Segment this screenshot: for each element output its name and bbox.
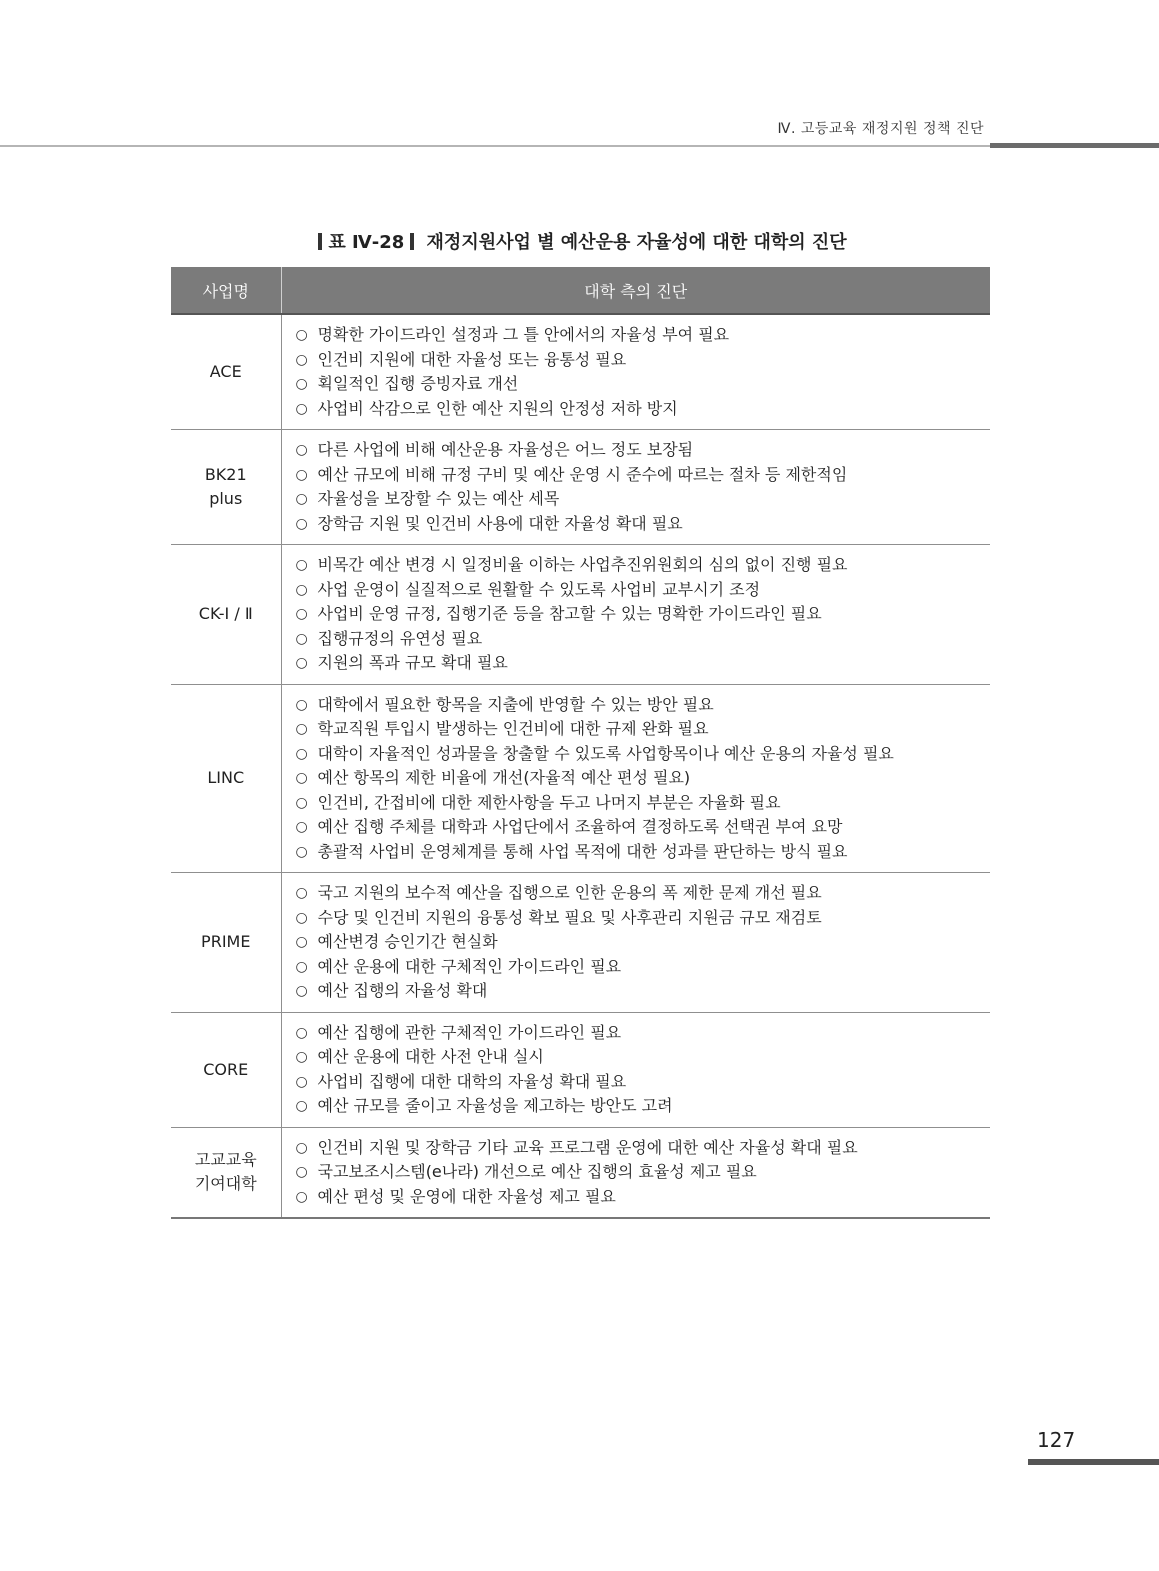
bullet-circle-icon: ○ <box>295 1024 308 1041</box>
caption-title: 재정지원사업 별 예산운용 자율성에 대한 대학의 진단 <box>426 232 847 253</box>
column-header-program: 사업명 <box>171 267 281 314</box>
footer-rule <box>1028 1459 1159 1465</box>
diagnosis-text: 예산 규모에 비해 규정 구비 및 예산 운영 시 준수에 따르는 절차 등 제한적임 <box>317 464 848 484</box>
table-row <box>171 1012 990 1127</box>
list-item <box>296 512 991 537</box>
diagnosis-text: 예산 집행에 관한 구체적인 가이드라인 필요 <box>317 1022 622 1042</box>
program-name-cell <box>171 545 281 685</box>
diagnosis-table <box>171 267 990 1219</box>
table-body <box>171 314 990 1218</box>
diagnosis-text: 인건비 지원에 대한 자율성 또는 융통성 필요 <box>317 349 627 369</box>
program-name: CK-Ⅰ / Ⅱ <box>198 604 253 624</box>
list-item <box>296 1160 991 1185</box>
diagnosis-text: 학교직원 투입시 발생하는 인건비에 대한 규제 완화 필요 <box>317 719 709 738</box>
diagnosis-text: 예산 운용에 대한 구체적인 가이드라인 필요 <box>317 956 622 976</box>
diagnosis-text: 명확한 가이드라인 설정과 그 틀 안에서의 자율성 부여 필요 <box>317 325 730 344</box>
table-header-row <box>171 267 990 314</box>
bullet-circle-icon: ○ <box>295 1164 308 1180</box>
caption-mark-left <box>318 233 322 250</box>
list-item <box>296 979 991 1004</box>
bullet-circle-icon: ○ <box>295 327 308 343</box>
table-row <box>171 314 990 430</box>
bullet-circle-icon: ○ <box>295 909 308 926</box>
bullet-circle-icon: ○ <box>295 1139 308 1156</box>
bullet-circle-icon: ○ <box>295 819 308 835</box>
bullet-circle-icon: ○ <box>295 745 308 762</box>
diagnosis-text: 비목간 예산 변경 시 일정비율 이하는 사업추진위원회의 심의 없이 진행 필요 <box>317 555 848 574</box>
list-item <box>296 463 991 488</box>
diagnosis-text: 총괄적 사업비 운영체계를 통해 사업 목적에 대한 성과를 판단하는 방식 필요 <box>317 841 848 861</box>
bullet-circle-icon: ○ <box>295 843 308 860</box>
diagnosis-cell <box>281 873 990 1013</box>
list-item <box>296 323 991 348</box>
caption-label: 표 Ⅳ-28 <box>328 232 405 253</box>
list-item <box>296 766 991 791</box>
list-item <box>296 815 991 840</box>
program-name-cell <box>171 1012 281 1127</box>
table-row <box>171 1127 990 1218</box>
program-name: 고교교육 <box>194 1150 257 1170</box>
program-name: ACE <box>209 362 242 381</box>
diagnosis-cell <box>281 684 990 873</box>
bullet-circle-icon: ○ <box>295 630 308 647</box>
bullet-circle-icon: ○ <box>295 400 308 417</box>
bullet-circle-icon: ○ <box>295 581 308 598</box>
list-item <box>296 1185 991 1210</box>
bullet-circle-icon: ○ <box>295 606 308 622</box>
header-rule-accent <box>990 143 1159 148</box>
bullet-circle-icon: ○ <box>295 515 308 532</box>
list-item <box>296 930 991 955</box>
bullet-circle-icon: ○ <box>295 1073 308 1090</box>
diagnosis-text: 다른 사업에 비해 예산운용 자율성은 어느 정도 보장됨 <box>317 440 694 459</box>
table-row <box>171 545 990 685</box>
bullet-circle-icon: ○ <box>295 934 308 950</box>
list-item <box>296 487 991 512</box>
list-item <box>296 955 991 980</box>
diagnosis-text: 사업 운영이 실질적으로 원활할 수 있도록 사업비 교부시기 조정 <box>317 579 761 599</box>
bullet-circle-icon: ○ <box>295 376 308 392</box>
program-name-cell <box>171 314 281 430</box>
bullet-circle-icon: ○ <box>295 958 308 975</box>
list-item <box>296 840 991 865</box>
running-head: Ⅳ. 고등교육 재정지원 정책 진단 <box>777 121 984 137</box>
bullet-circle-icon: ○ <box>295 721 308 737</box>
diagnosis-text: 예산 집행 주체를 대학과 사업단에서 조율하여 결정하도록 선택권 부여 요망 <box>317 817 843 836</box>
list-item <box>296 372 991 397</box>
diagnosis-text: 예산변경 승인기간 현실화 <box>317 932 498 951</box>
diagnosis-text: 대학이 자율적인 성과물을 창출할 수 있도록 사업항목이나 예산 운용의 자율성 필요 <box>317 743 894 763</box>
table-row <box>171 873 990 1013</box>
diagnosis-text: 사업비 삭감으로 인한 예산 지원의 안정성 저하 방지 <box>317 398 678 418</box>
diagnosis-text: 집행규정의 유연성 필요 <box>317 628 483 648</box>
diagnosis-text: 수당 및 인건비 지원의 융통성 확보 필요 및 사후관리 지원금 규모 재검토 <box>317 907 822 927</box>
bullet-circle-icon: ○ <box>295 794 308 811</box>
list-item <box>296 578 991 603</box>
diagnosis-text: 예산 편성 및 운영에 대한 자율성 제고 필요 <box>317 1186 616 1206</box>
list-item <box>296 906 991 931</box>
header-rule <box>0 145 990 147</box>
program-name: 기여대학 <box>194 1174 257 1194</box>
program-name: BK21 <box>204 465 247 484</box>
program-name: plus <box>209 489 243 508</box>
list-item <box>296 717 991 742</box>
list-item <box>296 1045 991 1070</box>
bullet-circle-icon: ○ <box>295 466 308 483</box>
diagnosis-cell <box>281 314 990 430</box>
program-name: LINC <box>207 768 245 788</box>
bullet-circle-icon: ○ <box>295 885 308 901</box>
diagnosis-text: 국고 지원의 보수적 예산을 집행으로 인한 운용의 폭 제한 문제 개선 필요 <box>317 883 822 902</box>
list-item <box>296 651 991 676</box>
list-item <box>296 627 991 652</box>
list-item <box>296 693 991 718</box>
diagnosis-text: 예산 집행의 자율성 확대 <box>317 981 488 1000</box>
bullet-circle-icon: ○ <box>295 655 308 671</box>
diagnosis-text: 예산 운용에 대한 사전 안내 실시 <box>317 1047 544 1066</box>
bullet-circle-icon: ○ <box>295 491 308 507</box>
page-number: 127 <box>1037 1428 1076 1452</box>
program-name-cell <box>171 430 281 545</box>
bullet-circle-icon: ○ <box>295 696 308 713</box>
table-row <box>171 684 990 873</box>
list-item <box>296 348 991 373</box>
diagnosis-cell <box>281 1012 990 1127</box>
list-item <box>296 1094 991 1119</box>
bullet-circle-icon: ○ <box>295 1049 308 1065</box>
diagnosis-text: 예산 규모를 줄이고 자율성을 제고하는 방안도 고려 <box>317 1096 673 1115</box>
diagnosis-text: 지원의 폭과 규모 확대 필요 <box>317 653 508 672</box>
diagnosis-text: 인건비, 간접비에 대한 제한사항을 두고 나머지 부분은 자율화 필요 <box>317 792 781 812</box>
column-header-diagnosis: 대학 측의 진단 <box>281 267 990 314</box>
bullet-circle-icon: ○ <box>295 351 308 368</box>
bullet-circle-icon: ○ <box>295 770 308 786</box>
diagnosis-cell <box>281 1127 990 1218</box>
table-row <box>171 430 990 545</box>
list-item <box>296 1021 991 1046</box>
list-item <box>296 791 991 816</box>
list-item <box>296 602 991 627</box>
table-caption <box>0 228 1159 254</box>
list-item <box>296 1136 991 1161</box>
bullet-circle-icon: ○ <box>295 442 308 458</box>
diagnosis-text: 예산 항목의 제한 비율에 개선(자율적 예산 편성 필요) <box>317 768 691 787</box>
bullet-circle-icon: ○ <box>295 557 308 573</box>
list-item <box>296 397 991 422</box>
program-name: PRIME <box>201 932 251 952</box>
list-item <box>296 438 991 463</box>
bullet-circle-icon: ○ <box>295 1098 308 1114</box>
diagnosis-text: 사업비 운영 규정, 집행기준 등을 참고할 수 있는 명확한 가이드라인 필요 <box>317 604 822 623</box>
diagnosis-text: 대학에서 필요한 항목을 지출에 반영할 수 있는 방안 필요 <box>317 694 714 714</box>
program-name-cell <box>171 1127 281 1218</box>
caption-mark-right <box>410 233 414 250</box>
list-item <box>296 881 991 906</box>
list-item <box>296 1070 991 1095</box>
diagnosis-text: 자율성을 보장할 수 있는 예산 세목 <box>317 489 560 508</box>
list-item <box>296 553 991 578</box>
list-item <box>296 742 991 767</box>
program-name: CORE <box>203 1059 249 1079</box>
bullet-circle-icon: ○ <box>295 983 308 999</box>
diagnosis-text: 획일적인 집행 증빙자료 개선 <box>317 374 519 393</box>
diagnosis-text: 사업비 집행에 대한 대학의 자율성 확대 필요 <box>317 1071 627 1091</box>
diagnosis-text: 인건비 지원 및 장학금 기타 교육 프로그램 운영에 대한 예산 자율성 확대 필요 <box>317 1137 858 1157</box>
diagnosis-text: 국고보조시스템(e나라) 개선으로 예산 집행의 효율성 제고 필요 <box>317 1162 757 1181</box>
bullet-circle-icon: ○ <box>295 1188 308 1205</box>
program-name-cell <box>171 684 281 873</box>
program-name-cell <box>171 873 281 1013</box>
diagnosis-text: 장학금 지원 및 인건비 사용에 대한 자율성 확대 필요 <box>317 513 683 533</box>
diagnosis-cell <box>281 545 990 685</box>
diagnosis-cell <box>281 430 990 545</box>
